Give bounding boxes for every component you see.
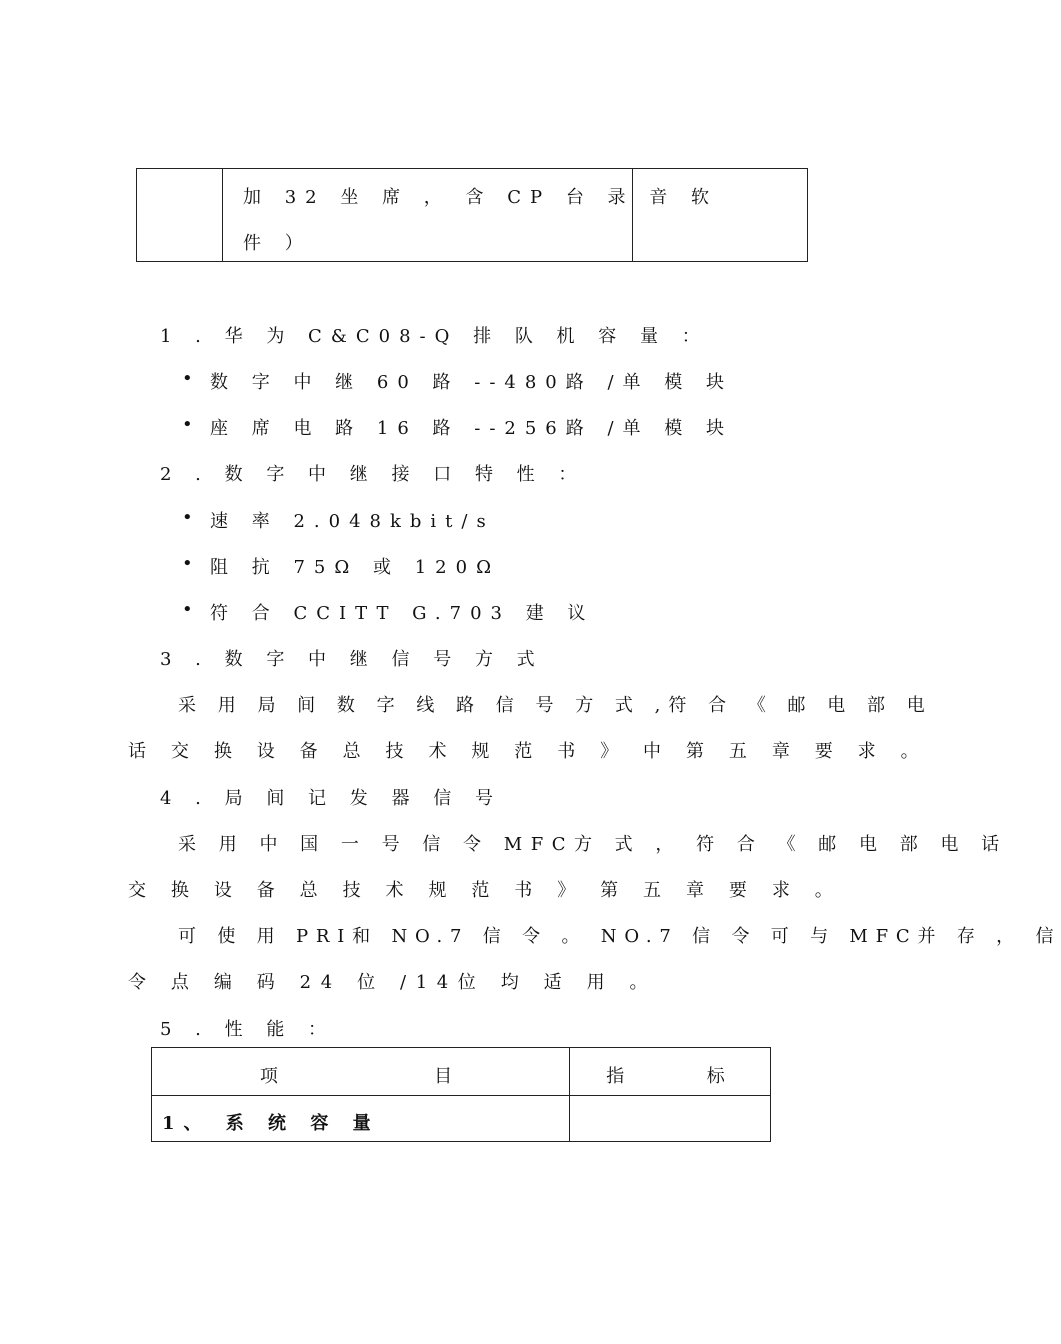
bullet-icon: • <box>182 553 193 574</box>
section-4-paragraph: 令 点 编 码 24 位 /14位 均 适 用 。 <box>128 972 658 993</box>
section-3-paragraph: 采 用 局 间 数 字 线 路 信 号 方 式 ,符 合 《 邮 电 部 电 <box>178 695 933 716</box>
performance-table <box>151 1047 771 1142</box>
section-2-bullet: 阻 抗 75Ω 或 120Ω <box>210 557 500 578</box>
table-header-item: 项 目 <box>259 1066 462 1087</box>
section-4-paragraph: 可 使 用 PRI和 NO.7 信 令 。 NO.7 信 令 可 与 MFC并 存 ， 信 <box>178 926 1061 947</box>
table-cell-text: 件 ） <box>243 233 312 254</box>
bullet-icon: • <box>182 599 193 620</box>
section-2-bullet: 速 率 2.048kbit/s <box>210 511 495 532</box>
section-4-paragraph: 交 换 设 备 总 技 术 规 范 书 》 第 五 章 要 求 。 <box>128 880 843 901</box>
section-1-bullet: 数 字 中 继 60 路 --480路 /单 模 块 <box>210 372 733 393</box>
section-3-paragraph: 话 交 换 设 备 总 技 术 规 范 书 》 中 第 五 章 要 求 。 <box>128 741 929 762</box>
table-header-index: 指 标 <box>606 1066 734 1087</box>
section-1-bullet: 座 席 电 路 16 路 --256路 /单 模 块 <box>210 418 733 439</box>
section-2-bullet: 符 合 CCITT G.703 建 议 <box>210 603 595 624</box>
section-5-heading: 5 . 性 能 ： <box>160 1019 336 1040</box>
table-divider <box>222 169 223 261</box>
table-row-item: 1、 系 统 容 量 <box>162 1113 380 1134</box>
table-divider <box>152 1095 770 1096</box>
section-1-heading: 1 . 华 为 C&C08-Q 排 队 机 容 量 ： <box>160 326 709 347</box>
section-3-heading: 3 . 数 字 中 继 信 号 方 式 <box>160 649 544 670</box>
table-cell-text: 加 32 坐 席 ， 含 CP 台 录 音 软 <box>243 187 719 208</box>
section-4-paragraph: 采 用 中 国 一 号 信 令 MFC方 式 ， 符 合 《 邮 电 部 电 话 <box>178 834 1008 855</box>
top-table <box>136 168 808 262</box>
bullet-icon: • <box>182 507 193 528</box>
section-2-heading: 2 . 数 字 中 继 接 口 特 性 ： <box>160 464 586 485</box>
bullet-icon: • <box>182 414 193 435</box>
bullet-icon: • <box>182 368 193 389</box>
section-4-heading: 4 . 局 间 记 发 器 信 号 <box>160 788 502 809</box>
